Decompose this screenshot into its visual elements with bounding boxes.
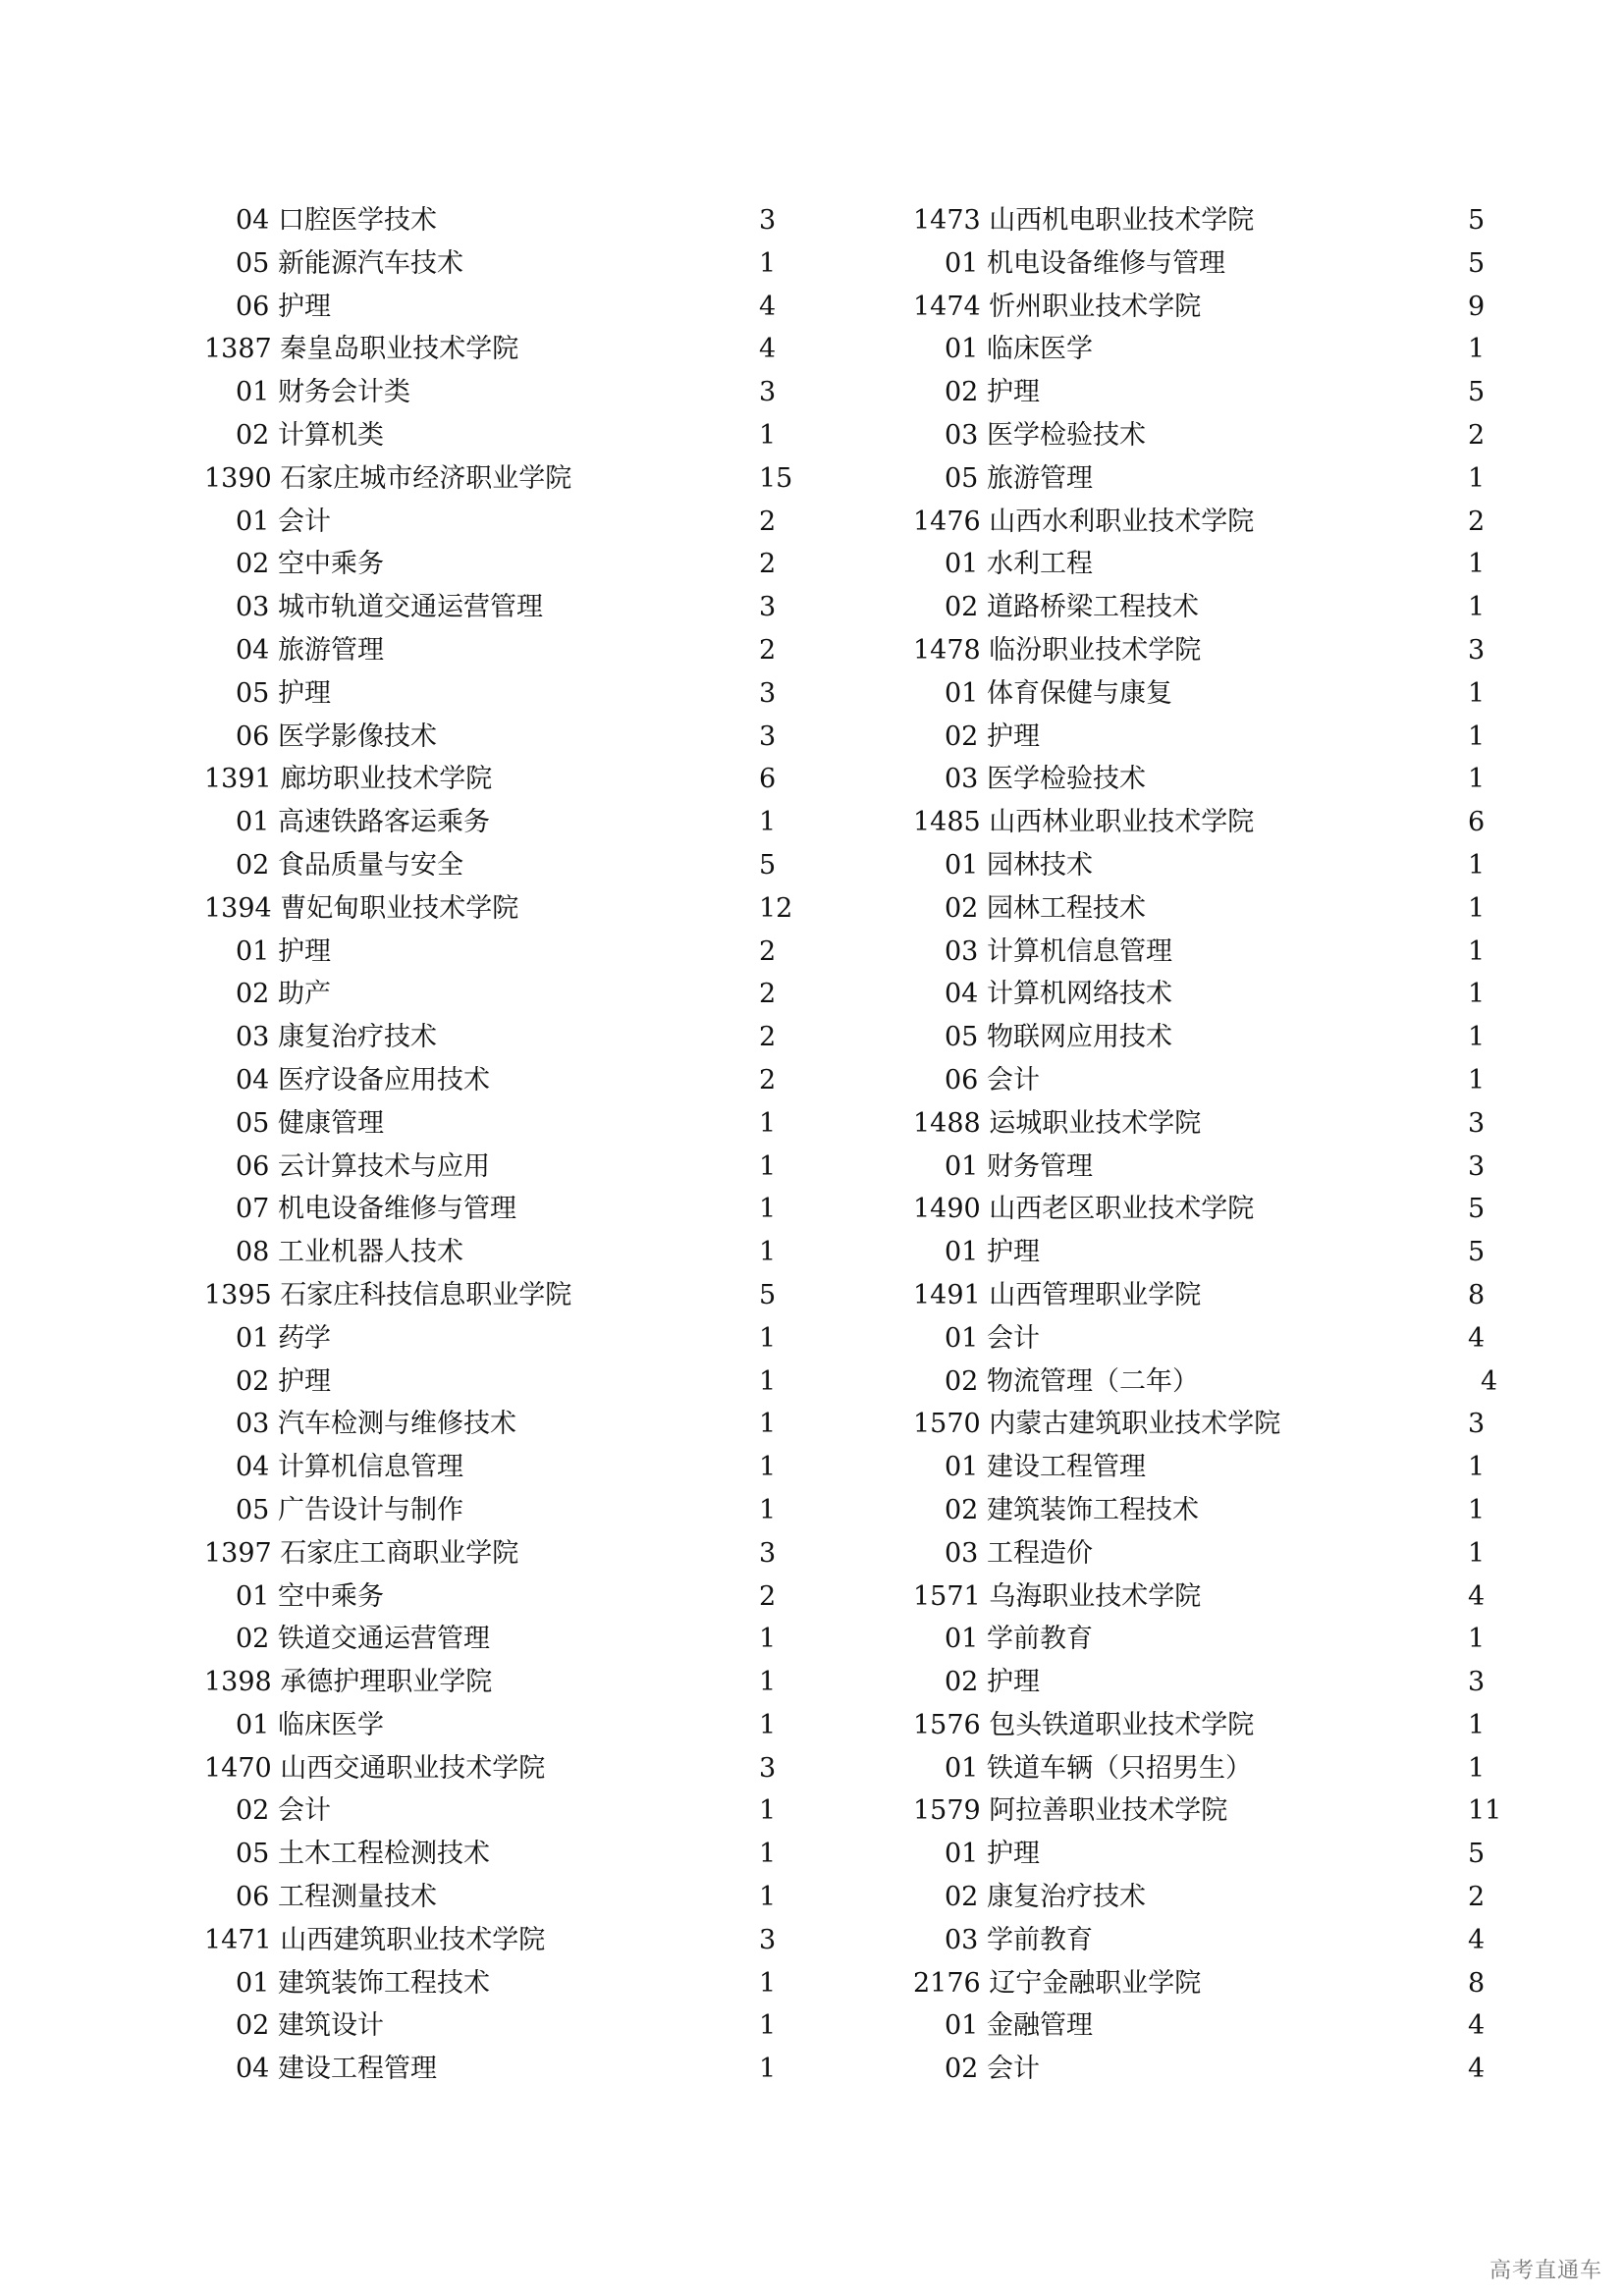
program-row — [913, 1618, 1486, 1661]
program-row — [204, 1146, 777, 1189]
school-row — [204, 1919, 777, 1962]
program-row — [913, 973, 1486, 1016]
plan-count: 1 — [1468, 1624, 1486, 1655]
program-row — [204, 1704, 777, 1747]
program-name: 02 铁道交通运营管理 — [236, 1624, 490, 1655]
program-name: 02 空中乘务 — [236, 549, 384, 580]
school-row — [913, 629, 1486, 672]
school-row — [204, 1532, 777, 1575]
program-name: 03 医学检验技术 — [945, 764, 1146, 795]
program-row — [913, 1489, 1486, 1532]
program-row — [204, 1361, 777, 1404]
program-name: 01 临床医学 — [945, 334, 1093, 365]
program-name: 02 食品质量与安全 — [236, 849, 463, 881]
plan-count: 1 — [759, 1409, 777, 1440]
program-name: 01 护理 — [945, 1237, 1040, 1268]
school-name: 1390 石家庄城市经济职业学院 — [204, 462, 572, 494]
program-name: 01 护理 — [945, 1839, 1040, 1870]
program-name: 01 学前教育 — [945, 1624, 1093, 1655]
program-row — [204, 1575, 777, 1619]
plan-count: 1 — [1468, 462, 1486, 494]
program-row — [204, 1016, 777, 1059]
school-row — [913, 1188, 1486, 1231]
school-row — [913, 1403, 1486, 1446]
program-row — [204, 1317, 777, 1361]
program-row — [204, 1446, 777, 1489]
program-row — [204, 1489, 777, 1532]
program-row — [204, 931, 777, 974]
program-name: 03 医学检验技术 — [945, 419, 1146, 451]
program-row — [204, 1403, 777, 1446]
plan-count: 11 — [1468, 1795, 1502, 1827]
plan-count: 1 — [1468, 892, 1486, 924]
program-name: 02 护理 — [945, 721, 1040, 752]
program-row — [204, 2048, 777, 2091]
plan-count: 4 — [1481, 1365, 1498, 1397]
school-row — [204, 1747, 777, 1790]
program-row — [913, 716, 1486, 759]
program-row — [204, 414, 777, 457]
plan-count: 5 — [1468, 1839, 1486, 1870]
right-column — [913, 199, 1502, 2091]
plan-count: 5 — [1468, 247, 1486, 279]
program-name: 03 学前教育 — [945, 1924, 1093, 1955]
program-name: 03 汽车检测与维修技术 — [236, 1409, 516, 1440]
plan-count: 4 — [1468, 1580, 1486, 1612]
program-name: 05 新能源汽车技术 — [236, 247, 463, 279]
school-row — [913, 1962, 1486, 2005]
school-row — [204, 328, 777, 371]
plan-count: 15 — [759, 462, 793, 494]
program-row — [204, 1188, 777, 1231]
plan-count: 1 — [759, 247, 777, 279]
plan-count: 3 — [759, 377, 777, 408]
plan-count: 1 — [759, 2054, 777, 2085]
program-row — [204, 2004, 777, 2048]
plan-count: 1 — [1468, 935, 1486, 967]
program-row — [913, 2048, 1486, 2091]
program-name: 04 计算机信息管理 — [236, 1452, 463, 1483]
plan-count: 1 — [759, 807, 777, 838]
plan-count: 1 — [759, 1452, 777, 1483]
program-row — [913, 1231, 1486, 1274]
school-name: 1491 山西管理职业学院 — [913, 1279, 1202, 1310]
program-row — [204, 1231, 777, 1274]
program-name: 02 计算机类 — [236, 419, 384, 451]
program-row — [913, 414, 1486, 457]
program-name: 01 机电设备维修与管理 — [945, 247, 1225, 279]
school-row — [913, 1789, 1502, 1833]
plan-count: 1 — [1468, 549, 1486, 580]
program-name: 02 道路桥梁工程技术 — [945, 592, 1199, 623]
program-row — [913, 887, 1486, 931]
school-name: 1576 包头铁道职业技术学院 — [913, 1709, 1255, 1740]
school-row — [204, 457, 793, 501]
plan-count: 1 — [759, 1150, 777, 1182]
school-row — [204, 1274, 777, 1317]
plan-count: 5 — [759, 1279, 777, 1310]
school-name: 1579 阿拉善职业技术学院 — [913, 1795, 1228, 1827]
program-row — [204, 242, 777, 286]
program-row — [913, 1016, 1486, 1059]
plan-count: 1 — [759, 1967, 777, 1999]
school-name: 1570 内蒙古建筑职业技术学院 — [913, 1409, 1281, 1440]
school-row — [913, 1575, 1486, 1619]
program-row — [204, 716, 777, 759]
plan-count: 3 — [759, 1537, 777, 1569]
plan-count: 5 — [1468, 205, 1486, 236]
program-row — [204, 199, 777, 242]
plan-count: 5 — [1468, 1194, 1486, 1225]
plan-count: 1 — [759, 1624, 777, 1655]
plan-count: 1 — [1468, 334, 1486, 365]
program-name: 01 药学 — [236, 1322, 331, 1354]
program-name: 06 会计 — [945, 1064, 1040, 1095]
program-row — [204, 1876, 777, 1919]
plan-count: 5 — [1468, 377, 1486, 408]
school-name: 1398 承德护理职业学院 — [204, 1667, 493, 1698]
program-name: 01 水利工程 — [945, 549, 1093, 580]
program-name: 02 建筑设计 — [236, 2010, 384, 2042]
program-name: 01 护理 — [236, 935, 331, 967]
program-name: 01 财务会计类 — [236, 377, 410, 408]
plan-count: 1 — [1468, 764, 1486, 795]
plan-count: 1 — [759, 1107, 777, 1139]
program-row — [913, 844, 1486, 887]
program-row — [204, 973, 777, 1016]
program-name: 04 建设工程管理 — [236, 2054, 437, 2085]
program-name: 02 护理 — [945, 377, 1040, 408]
school-row — [913, 286, 1486, 329]
plan-count: 1 — [759, 1494, 777, 1525]
plan-count: 3 — [759, 592, 777, 623]
program-name: 01 空中乘务 — [236, 1580, 384, 1612]
plan-count: 3 — [1468, 1409, 1486, 1440]
program-name: 04 医疗设备应用技术 — [236, 1064, 490, 1095]
plan-count: 4 — [1468, 1322, 1486, 1354]
program-name: 01 会计 — [236, 506, 331, 537]
plan-count: 1 — [759, 1882, 777, 1913]
program-name: 01 铁道车辆（只招男生） — [945, 1752, 1252, 1784]
program-name: 02 物流管理（二年） — [945, 1365, 1199, 1397]
program-row — [913, 1532, 1486, 1575]
plan-count: 4 — [1468, 2010, 1486, 2042]
program-row — [913, 2004, 1486, 2048]
school-name: 1391 廊坊职业技术学院 — [204, 764, 493, 795]
plan-count: 1 — [1468, 1752, 1486, 1784]
plan-count: 3 — [1468, 1107, 1486, 1139]
plan-count: 1 — [1468, 1709, 1486, 1740]
school-row — [913, 199, 1486, 242]
plan-count: 3 — [759, 205, 777, 236]
program-name: 06 工程测量技术 — [236, 1882, 437, 1913]
program-row — [913, 672, 1486, 716]
program-row — [204, 1962, 777, 2005]
plan-count: 9 — [1468, 291, 1486, 322]
program-name: 04 旅游管理 — [236, 634, 384, 666]
plan-count: 1 — [1468, 592, 1486, 623]
school-row — [913, 1102, 1486, 1146]
plan-count: 8 — [1468, 1279, 1486, 1310]
program-name: 05 护理 — [236, 677, 331, 709]
program-row — [204, 543, 777, 586]
program-name: 04 计算机网络技术 — [945, 979, 1172, 1010]
program-row — [913, 758, 1486, 801]
school-name: 1476 山西水利职业技术学院 — [913, 506, 1255, 537]
program-row — [913, 1876, 1486, 1919]
program-row — [913, 1833, 1486, 1876]
program-name: 02 助产 — [236, 979, 331, 1010]
school-name: 1488 运城职业技术学院 — [913, 1107, 1202, 1139]
program-row — [204, 1059, 777, 1102]
plan-count: 4 — [1468, 1924, 1486, 1955]
school-name: 1470 山西交通职业技术学院 — [204, 1752, 546, 1784]
program-name: 03 城市轨道交通运营管理 — [236, 592, 543, 623]
program-row — [913, 1361, 1498, 1404]
school-name: 1471 山西建筑职业技术学院 — [204, 1924, 546, 1955]
plan-count: 3 — [1468, 1150, 1486, 1182]
plan-count: 1 — [759, 1322, 777, 1354]
program-row — [204, 1102, 777, 1146]
program-name: 05 土木工程检测技术 — [236, 1839, 490, 1870]
program-row — [204, 286, 777, 329]
school-row — [204, 758, 777, 801]
program-row — [204, 1618, 777, 1661]
plan-count: 2 — [1468, 419, 1486, 451]
program-name: 01 建筑装饰工程技术 — [236, 1967, 490, 1999]
plan-count: 1 — [1468, 1452, 1486, 1483]
school-row — [913, 1704, 1486, 1747]
program-name: 02 康复治疗技术 — [945, 1882, 1146, 1913]
plan-count: 3 — [1468, 1667, 1486, 1698]
plan-count: 1 — [1468, 677, 1486, 709]
watermark: 高考直通车 — [1489, 2259, 1602, 2283]
plan-count: 1 — [759, 1365, 777, 1397]
program-row — [204, 1833, 777, 1876]
program-name: 01 金融管理 — [945, 2010, 1093, 2042]
program-name: 01 临床医学 — [236, 1709, 384, 1740]
plan-count: 4 — [759, 334, 777, 365]
program-name: 05 广告设计与制作 — [236, 1494, 463, 1525]
school-name: 1485 山西林业职业技术学院 — [913, 807, 1255, 838]
plan-count: 1 — [759, 1839, 777, 1870]
plan-count: 2 — [759, 1022, 777, 1053]
plan-count: 1 — [1468, 1494, 1486, 1525]
plan-count: 1 — [759, 1194, 777, 1225]
program-row — [913, 1661, 1486, 1704]
school-name: 1387 秦皇岛职业技术学院 — [204, 334, 519, 365]
program-name: 02 护理 — [945, 1667, 1040, 1698]
program-row — [913, 457, 1486, 501]
plan-count: 1 — [759, 1795, 777, 1827]
program-name: 06 医学影像技术 — [236, 721, 437, 752]
plan-count: 1 — [1468, 721, 1486, 752]
program-name: 07 机电设备维修与管理 — [236, 1194, 516, 1225]
school-name: 2176 辽宁金融职业学院 — [913, 1967, 1202, 1999]
plan-count: 2 — [759, 549, 777, 580]
plan-count: 2 — [759, 1580, 777, 1612]
program-row — [913, 371, 1486, 414]
program-name: 02 会计 — [945, 2054, 1040, 2085]
program-name: 02 护理 — [236, 1365, 331, 1397]
program-name: 06 云计算技术与应用 — [236, 1150, 490, 1182]
program-row — [913, 1919, 1486, 1962]
program-row — [913, 1146, 1486, 1189]
plan-count: 2 — [759, 634, 777, 666]
program-name: 06 护理 — [236, 291, 331, 322]
program-row — [204, 1789, 777, 1833]
program-row — [913, 328, 1486, 371]
program-name: 05 健康管理 — [236, 1107, 384, 1139]
program-row — [913, 586, 1486, 629]
program-name: 02 园林工程技术 — [945, 892, 1146, 924]
plan-count: 3 — [1468, 634, 1486, 666]
program-row — [204, 371, 777, 414]
plan-count: 2 — [759, 506, 777, 537]
plan-count: 1 — [1468, 1537, 1486, 1569]
plan-count: 6 — [1468, 807, 1486, 838]
plan-count: 1 — [1468, 849, 1486, 881]
plan-count: 1 — [759, 1237, 777, 1268]
plan-count: 4 — [759, 291, 777, 322]
plan-count: 3 — [759, 1752, 777, 1784]
school-name: 1478 临汾职业技术学院 — [913, 634, 1202, 666]
plan-count: 1 — [1468, 979, 1486, 1010]
program-name: 03 康复治疗技术 — [236, 1022, 437, 1053]
program-name: 05 物联网应用技术 — [945, 1022, 1172, 1053]
plan-count: 2 — [759, 935, 777, 967]
plan-count: 2 — [1468, 506, 1486, 537]
school-name: 1571 乌海职业技术学院 — [913, 1580, 1202, 1612]
program-name: 05 旅游管理 — [945, 462, 1093, 494]
program-name: 01 会计 — [945, 1322, 1040, 1354]
program-row — [913, 1446, 1486, 1489]
plan-count: 2 — [1468, 1882, 1486, 1913]
program-name: 04 口腔医学技术 — [236, 205, 437, 236]
school-row — [913, 1274, 1486, 1317]
plan-count: 12 — [759, 892, 793, 924]
program-row — [913, 1317, 1486, 1361]
program-row — [204, 501, 777, 544]
plan-count: 3 — [759, 677, 777, 709]
plan-count: 1 — [759, 1709, 777, 1740]
school-name: 1473 山西机电职业技术学院 — [913, 205, 1255, 236]
program-name: 01 高速铁路客运乘务 — [236, 807, 490, 838]
plan-count: 2 — [759, 979, 777, 1010]
program-row — [913, 1059, 1486, 1102]
plan-count: 5 — [1468, 1237, 1486, 1268]
plan-count: 3 — [759, 1924, 777, 1955]
program-row — [204, 844, 777, 887]
program-row — [913, 931, 1486, 974]
plan-count: 1 — [759, 2010, 777, 2042]
plan-count: 1 — [759, 1667, 777, 1698]
plan-count: 5 — [759, 849, 777, 881]
program-name: 03 工程造价 — [945, 1537, 1093, 1569]
program-name: 01 园林技术 — [945, 849, 1093, 881]
program-row — [913, 1747, 1486, 1790]
program-name: 03 计算机信息管理 — [945, 935, 1172, 967]
program-row — [913, 543, 1486, 586]
plan-count: 4 — [1468, 2054, 1486, 2085]
program-row — [913, 242, 1486, 286]
school-name: 1394 曹妃甸职业技术学院 — [204, 892, 519, 924]
program-name: 01 建设工程管理 — [945, 1452, 1146, 1483]
program-name: 01 财务管理 — [945, 1150, 1093, 1182]
program-row — [204, 586, 777, 629]
school-row — [913, 801, 1486, 844]
plan-count: 6 — [759, 764, 777, 795]
left-column — [204, 199, 793, 2091]
school-name: 1474 忻州职业技术学院 — [913, 291, 1202, 322]
plan-count: 2 — [759, 1064, 777, 1095]
school-row — [913, 501, 1486, 544]
program-row — [204, 801, 777, 844]
program-name: 02 会计 — [236, 1795, 331, 1827]
school-name: 1397 石家庄工商职业学院 — [204, 1537, 519, 1569]
plan-count: 8 — [1468, 1967, 1486, 1999]
program-name: 08 工业机器人技术 — [236, 1237, 463, 1268]
program-name: 01 体育保健与康复 — [945, 677, 1172, 709]
school-row — [204, 1661, 777, 1704]
plan-count: 1 — [1468, 1064, 1486, 1095]
plan-count: 3 — [759, 721, 777, 752]
plan-count: 1 — [1468, 1022, 1486, 1053]
program-row — [204, 629, 777, 672]
program-row — [204, 672, 777, 716]
school-name: 1490 山西老区职业技术学院 — [913, 1194, 1255, 1225]
school-name: 1395 石家庄科技信息职业学院 — [204, 1279, 572, 1310]
school-row — [204, 887, 793, 931]
program-name: 02 建筑装饰工程技术 — [945, 1494, 1199, 1525]
plan-count: 1 — [759, 419, 777, 451]
